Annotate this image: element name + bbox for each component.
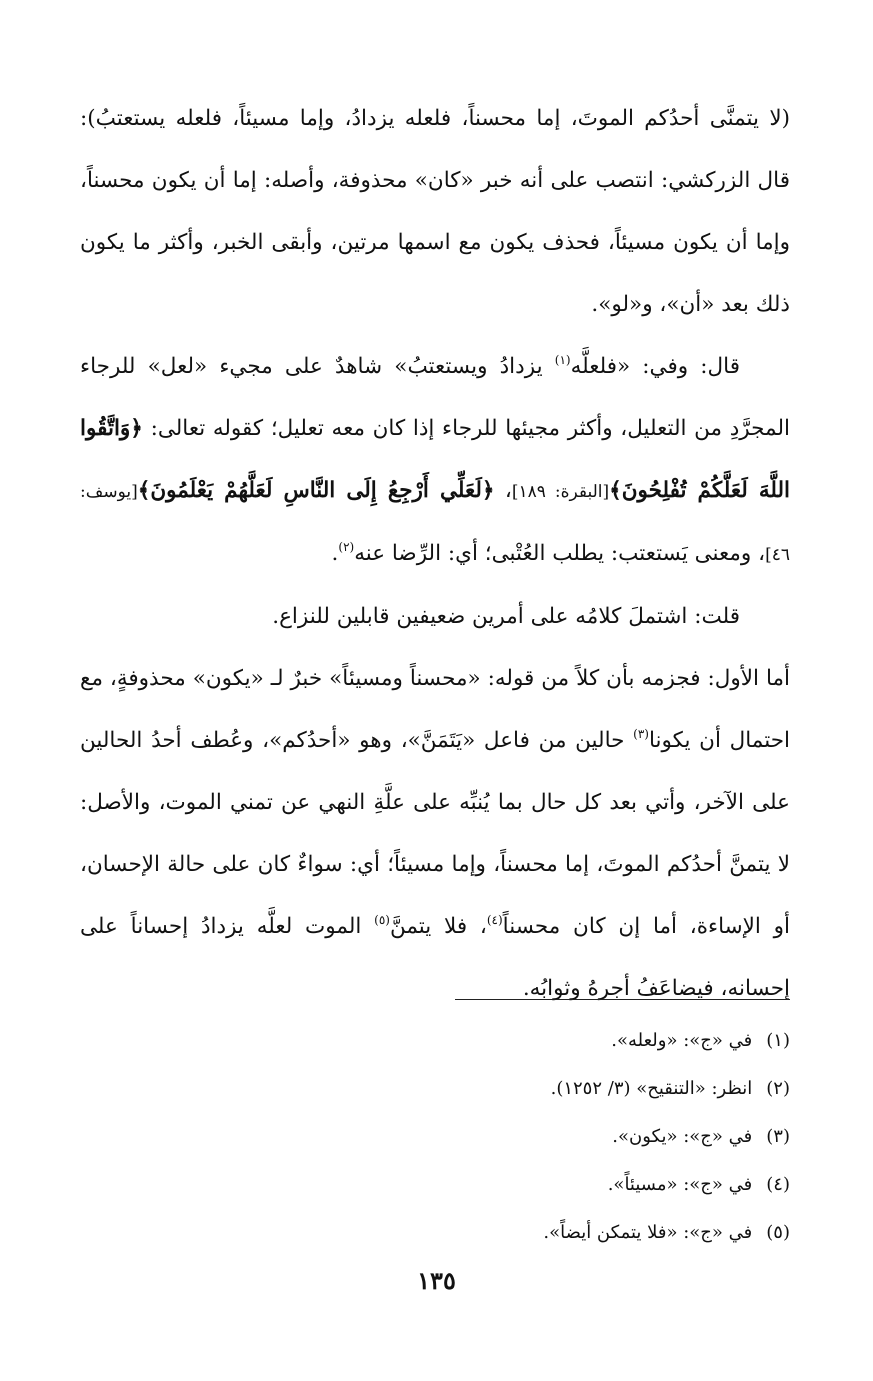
footnote-item — [80, 1065, 790, 1113]
paragraph-1-text: (لا يتمنَّى أحدُكم الموتَ، إما محسناً، فلعله يزدادُ، وإما مسيئاً، فلعله يستعتبُ): قال الزركشي: انتصب على أنه خبر «كان» محذوفة، وأصله: إما أن يكون محسناً، وإما أن يكون مسيئاً، فحذف يكون مع اسمها مرتين، وأبقى الخبر، وأكثر ما يكون ذلك بعد «أن»، و«لو». — [80, 106, 790, 317]
footnote-item — [80, 1209, 790, 1257]
paragraph-3 — [80, 586, 790, 648]
footnote-number: (٥) — [766, 1222, 790, 1243]
footnote-marker-5: (٥) — [374, 913, 390, 927]
footnote-marker-1: (١) — [554, 353, 571, 367]
footnote-text: في «ج»: «ولعله». — [611, 1030, 753, 1051]
footnote-number: (٢) — [766, 1078, 790, 1099]
footnotes-list — [80, 1017, 790, 1257]
quran-verse: ﴿لَعَلِّي أَرْجِعُ إِلَى النَّاسِ لَعَلَّهُمْ يَعْلَمُونَ﴾ — [137, 478, 495, 503]
footnote-text: انظر: «التنقيح» (٣/ ١٢٥٢). — [550, 1078, 753, 1099]
footnote-marker-4: (٤) — [486, 913, 503, 927]
paragraph-1 — [80, 88, 790, 336]
footnote-divider — [455, 999, 790, 1000]
paragraph-2 — [80, 336, 790, 586]
paragraph-2-text: ، ومعنى يَستعتب: يطلب العُتْبى؛ أي: الرِّضا عنه — [354, 541, 766, 566]
footnote-text: في «ج»: «فلا يتمكن أيضاً». — [543, 1222, 753, 1243]
footnote-number: (٤) — [766, 1174, 790, 1195]
footnote-item — [80, 1161, 790, 1209]
paragraph-3-text: قلت: اشتملَ كلامُه على أمرين ضعيفين قابلين للنزاع. — [272, 604, 740, 629]
footnote-item — [80, 1113, 790, 1161]
quran-verse: ﴿وَاتَّقُوا اللَّهَ لَعَلَّكُمْ تُفْلِحُونَ﴾ — [80, 416, 790, 503]
paragraph-2-text: قال: وفي: «فلعلَّه — [570, 354, 740, 379]
paragraph-4-text: ، فلا يتمنَّ — [389, 914, 487, 939]
footnote-item — [80, 1017, 790, 1065]
footnote-text: في «ج»: «مسيئاً». — [607, 1174, 753, 1195]
footnote-marker-3: (٣) — [633, 727, 649, 741]
paragraph-2-text: . — [331, 541, 339, 566]
paragraph-4 — [80, 648, 790, 1020]
paragraph-4-text: الموت لعلَّه يزدادُ إحساناً على إحسانه، فيضاعَفُ أجرهُ وثوابُه. — [80, 914, 790, 1001]
verse-reference: [يوسف: ٤٦] — [80, 482, 790, 565]
paragraph-4-text: أما الأول: فجزمه بأن كلاً من قوله: «محسناً ومسيئاً» خبرٌ لـ «يكون» محذوفةٍ، مع احتمال أن يكونا — [80, 666, 790, 753]
footnote-number: (١) — [766, 1030, 790, 1051]
paragraph-2-text: ، — [494, 478, 512, 503]
paragraph-4-text: حالين من فاعل «يَتَمَنَّ»، وهو «أحدُكم»، وعُطف أحدُ الحالين على الآخر، وأتي بعد كل حال بما يُنبِّه على علَّةِ النهي عن تمني الموت، والأصل: لا يتمنَّ أحدُكم الموتَ، إما محسناً، وإما مسيئاً؛ أي: سواءٌ كان على حالة الإحسان، أو الإساءة، أما إن كان محسناً — [80, 728, 791, 939]
footnote-text: في «ج»: «يكون». — [612, 1126, 753, 1147]
footnote-number: (٣) — [766, 1126, 790, 1147]
footnote-marker-2: (٢) — [338, 540, 355, 554]
main-text — [80, 88, 790, 1020]
verse-reference: [البقرة: ١٨٩] — [511, 482, 610, 502]
page-number: ١٣٥ — [417, 1266, 456, 1295]
paragraph-2-text: يزدادُ ويستعتبُ» شاهدٌ على مجيء «لعل» للرجاء المجرَّدِ من التعليل، وأكثر مجيئها للرجاء إذا كان معه تعليل؛ كقوله تعالى: — [80, 354, 790, 441]
